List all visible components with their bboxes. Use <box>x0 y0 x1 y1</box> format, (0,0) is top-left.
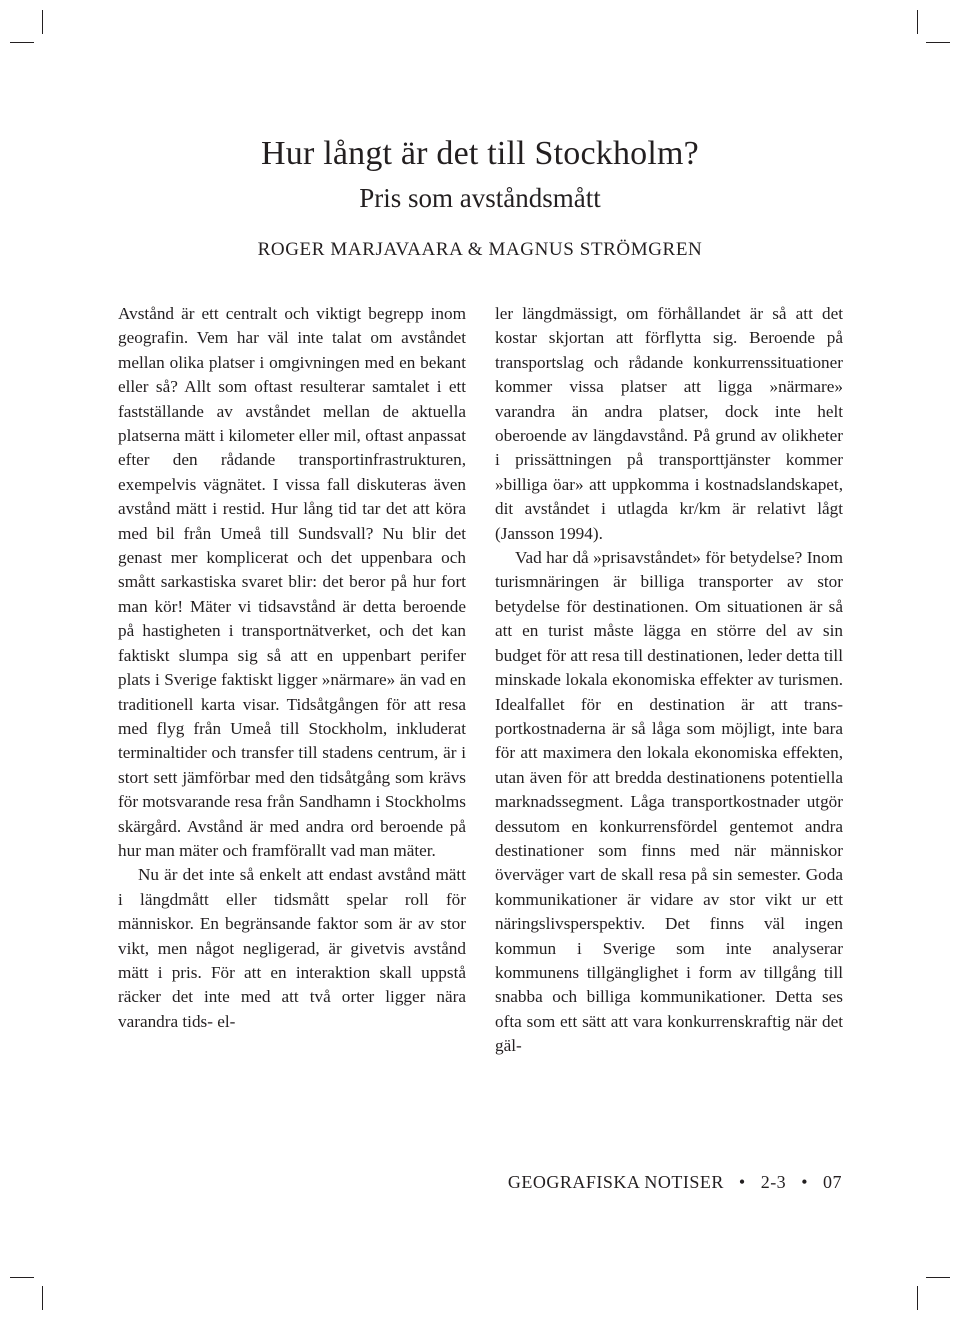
footer-journal-name: GEOGRAFISKA NOTISER <box>507 1172 724 1192</box>
left-paragraph-1: Avstånd är ett centralt och viktigt begrepp inom geografin. Vem har väl inte talat om avståndet mellan olika platser i omgivningen med en bekant eller så? Allt som oftast resulterar samtalet i ett fastställande av avståndet mellan de aktuella platserna mätt i kilometer eller mil, oftast anpassat efter den rådande transportinfrastrukturen, exempelvis vägnätet. I vissa fall diskuteras även avstånd mätt i restid. Hur lång tid tar det att köra med bil från Umeå till Sundsvall? Nu blir det genast mer komplicerat och det uppenbara och smått sarkastiska svaret blir: det beror på hur fort man kör! Mäter vi tidsavstånd är detta beroende på hastigheten i transportnätverket, och det kan faktiskt slumpa sig så att en uppenbart perifer plats i Sverige faktiskt ligger »närmare» än vad en traditionell karta visar. Tidsåtgången för att resa med flyg från Umeå till Stockholm, inkluderat terminaltider och transfer till stadens centrum, är i stort sett jämförbar med den tidsåtgång som krävs för motsvarande resa från Sandhamn i Stockholms skärgård. Avstånd är med andra ord beroende på hur man mäter och framförallt vad man mäter. <box>118 304 466 860</box>
crop-mark-bottom-right-v <box>917 1286 918 1310</box>
right-paragraph-1: ler längdmässigt, om förhållandet är så att det kostar skjortan att förflytta sig. Beroende på transportslag och rådande konkurrenssituationer kommer vissa platser att ligga »närmare» varandra än andra platser, dock inte helt oberoende av längdavstånd. På grund av olikheter i prissättningen på transporttjänster kommer »billiga öar» att uppkomma i kostnadslandskapet, dit avståndet i utlagda kr/km är relativt lågt (Jansson 1994). <box>495 304 843 543</box>
crop-mark-top-right-v <box>917 10 918 34</box>
crop-mark-bottom-left-v <box>42 1286 43 1310</box>
left-column <box>118 302 466 1034</box>
crop-mark-bottom-right-h <box>926 1277 950 1278</box>
article-title: Hur långt är det till Stockholm? <box>261 135 699 172</box>
footer-issue: 2-3 <box>760 1172 787 1192</box>
footer-separator-2: • <box>801 1172 808 1192</box>
right-column <box>495 302 843 1059</box>
page-footer <box>508 1172 842 1193</box>
footer-separator: • <box>738 1172 746 1192</box>
crop-mark-top-right-h <box>926 42 950 43</box>
article-authors: ROGER MARJAVAARA & MAGNUS STRÖMGREN <box>257 239 703 260</box>
crop-mark-top-left-v <box>42 10 43 34</box>
footer-year: 07 <box>823 1172 842 1192</box>
article-subtitle: Pris som avståndsmått <box>359 183 601 213</box>
crop-mark-bottom-left-h <box>10 1277 34 1278</box>
right-paragraph-2: Vad har då »prisavståndet» för betydelse? Inom turismnäringen är billiga transporter av stor betydelse för destinationen. Om situationen är så att en turist måste lägga en större del av sin budget för att resa till destinationen, leder detta till minskade lokala ekonomiska effekter av turismen. Idealfallet för en destination är att transportkostnaderna är så låga som möjligt, inte bara för att maximera den lokala ekonomiska effekten, utan även för att bredda destinationens potentiella marknadssegment. Låga transportkostnader utgör dessutom en konkurrensfördel gentemot andra destinationer som finns med när människor överväger vart de skall resa på sin semester. Goda kommunikationer är vidare av stor vikt ur ett näringslivsperspektiv. Det finns väl ingen kommun i Sverige som inte analyserar kommunens tillgänglighet i form av tillgång till snabba och billiga kommunikationer. Detta ses ofta som ett sätt att vara konkurrenskraftig när det gäl- <box>495 548 843 1056</box>
crop-mark-top-left-h <box>10 42 34 43</box>
left-paragraph-2: Nu är det inte så enkelt att endast avstånd mätt i längdmått eller tidsmått spelar roll för människor. En begränsande faktor som är av stor vikt, men något negligerad, är givetvis avstånd mätt i pris. För att en interaktion skall uppstå räcker det inte med att två orter ligger nära varandra tids- el- <box>118 865 466 1031</box>
